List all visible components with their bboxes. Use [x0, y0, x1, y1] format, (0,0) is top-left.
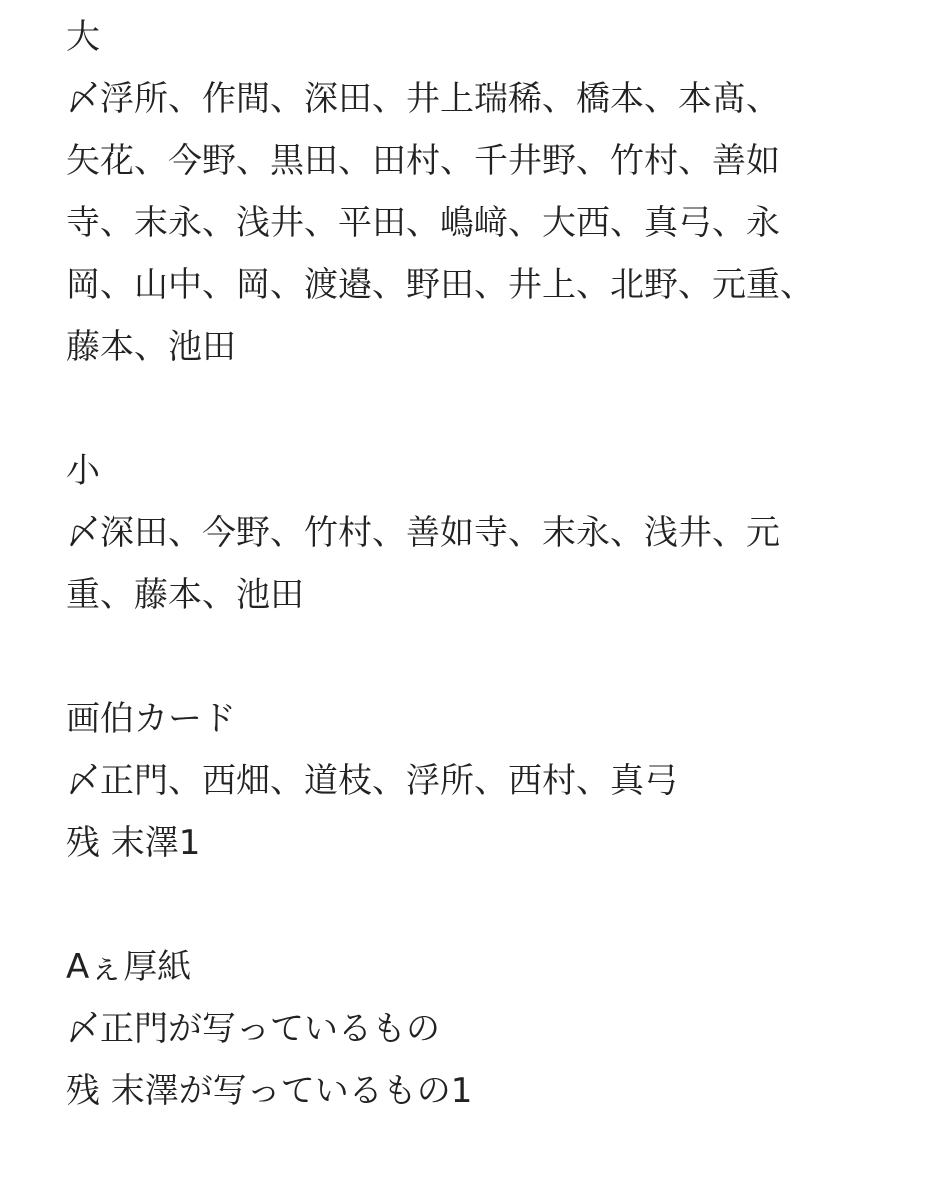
blank-line	[66, 874, 936, 936]
section-heading: 画伯カード	[66, 699, 236, 739]
blank-line	[66, 626, 936, 688]
memo-line: 岡、山中、岡、渡邉、野田、井上、北野、元重、	[66, 265, 814, 305]
memo-note	[66, 6, 936, 1122]
section-heading: Aぇ厚紙	[66, 947, 192, 987]
memo-line: 残 末澤が写っているもの1	[66, 1071, 473, 1111]
section-heading: 小	[66, 451, 100, 491]
memo-line: 藤本、池田	[66, 327, 236, 367]
memo-line: 〆正門が写っているもの	[66, 1009, 440, 1049]
memo-line: 矢花、今野、黒田、田村、千井野、竹村、善如	[66, 141, 780, 181]
memo-line: 重、藤本、池田	[66, 575, 304, 615]
section-large	[66, 6, 936, 378]
memo-line: 寺、末永、浅井、平田、嶋﨑、大西、真弓、永	[66, 203, 780, 243]
memo-line: 残 末澤1	[66, 823, 201, 863]
section-thick-paper	[66, 936, 936, 1122]
section-artist-card	[66, 688, 936, 874]
section-heading: 大	[66, 17, 100, 57]
blank-line	[66, 378, 936, 440]
memo-line: 〆深田、今野、竹村、善如寺、末永、浅井、元	[66, 513, 780, 553]
memo-line: 〆正門、西畑、道枝、浮所、西村、真弓	[66, 761, 678, 801]
section-small	[66, 440, 936, 626]
memo-line: 〆浮所、作間、深田、井上瑞稀、橋本、本髙、	[66, 79, 780, 119]
